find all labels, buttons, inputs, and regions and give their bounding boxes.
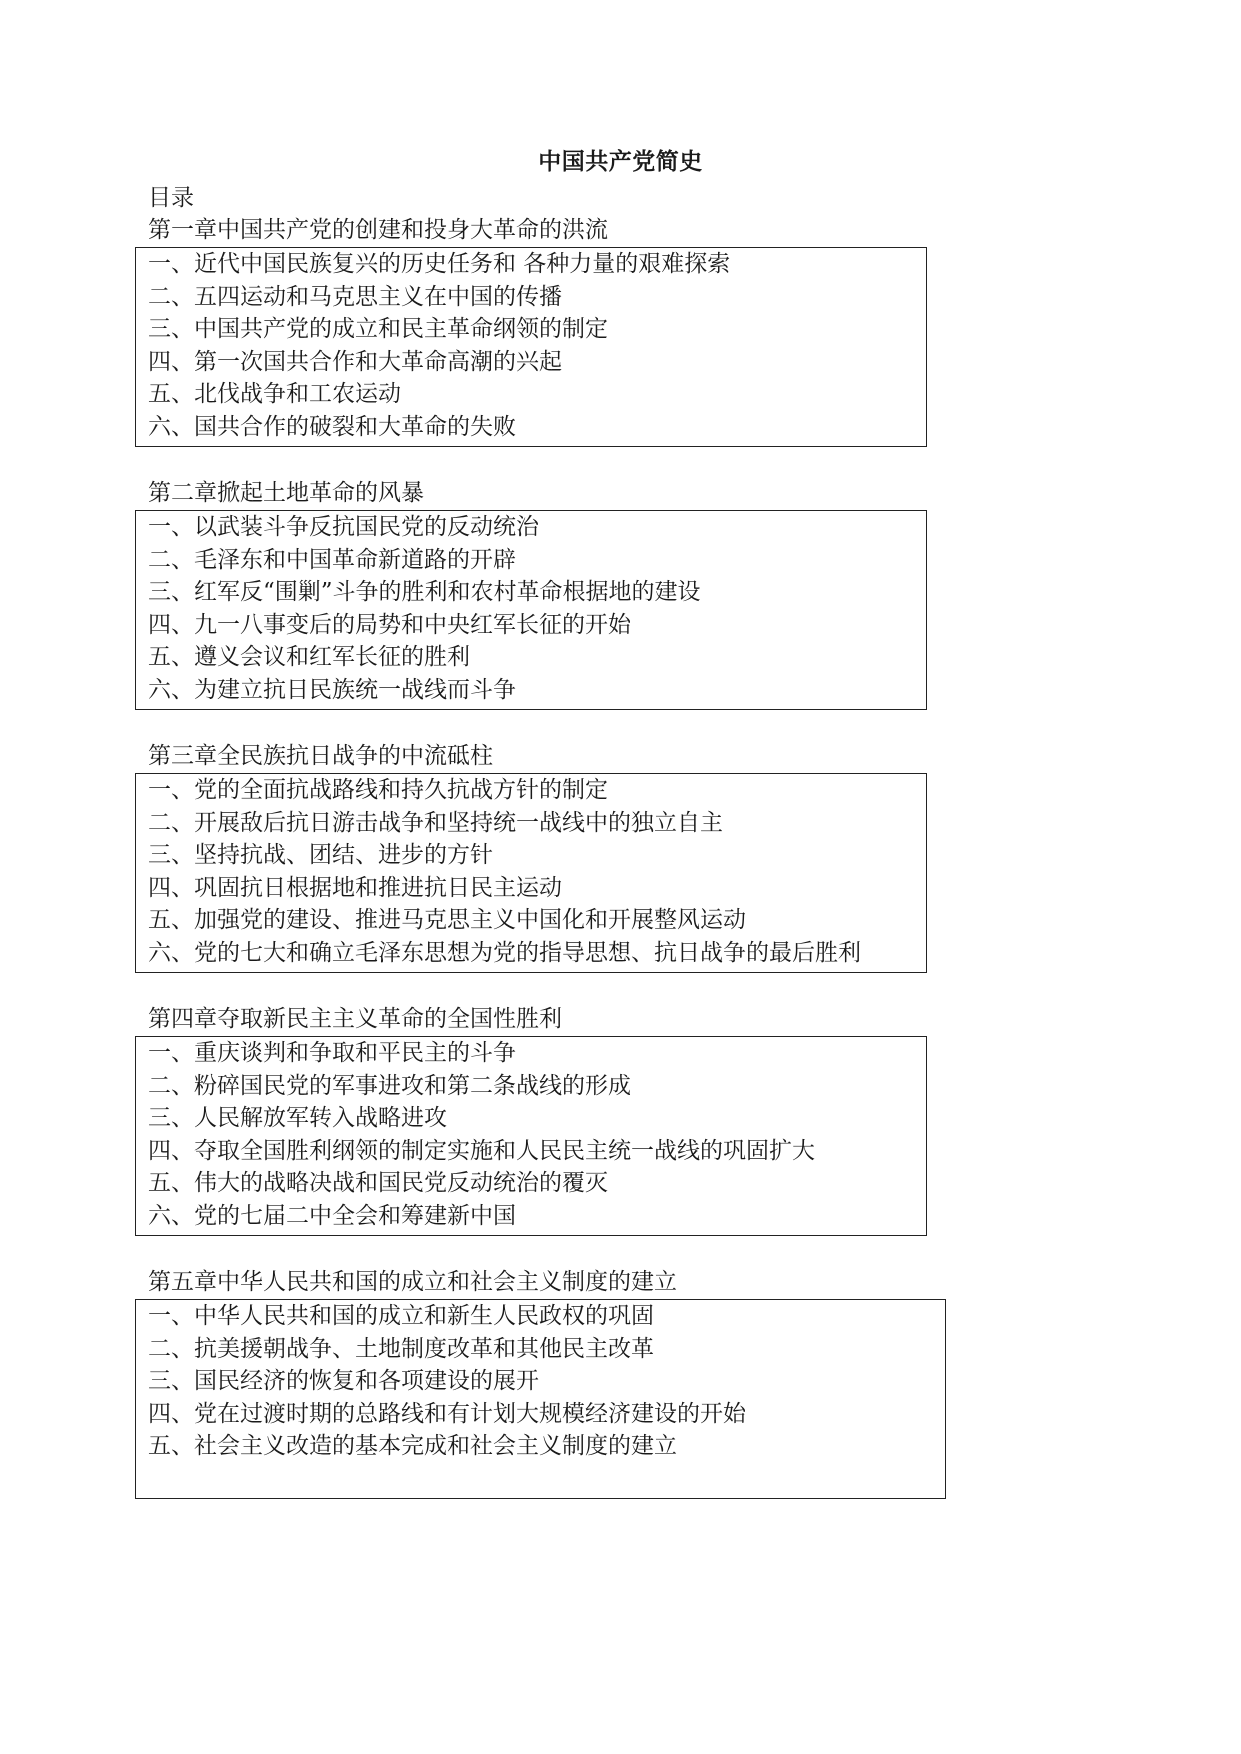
chapter-2-section-4: 四、九一八事变后的局势和中央红军长征的开始 bbox=[148, 611, 631, 638]
chapter-4-title: 第四章夺取新民主主义革命的全国性胜利 bbox=[148, 1006, 562, 1032]
chapter-3-section-6: 六、党的七大和确立毛泽东思想为党的指导思想、抗日战争的最后胜利 bbox=[148, 939, 861, 966]
chapter-3-section-box bbox=[135, 773, 927, 973]
chapter-2-section-1: 一、以武装斗争反抗国民党的反动统治 bbox=[148, 514, 539, 540]
chapter-5 bbox=[135, 1266, 946, 1499]
chapter-4 bbox=[135, 1003, 927, 1236]
chapter-1 bbox=[135, 214, 927, 447]
chapter-1-title: 第一章中国共产党的创建和投身大革命的洪流 bbox=[148, 217, 608, 243]
chapter-1-section-5: 五、北伐战争和工农运动 bbox=[148, 381, 401, 407]
chapter-2 bbox=[135, 477, 927, 710]
chapter-3-section-5: 五、加强党的建设、推进马克思主义中国化和开展整风运动 bbox=[148, 907, 746, 933]
chapter-1-section-box bbox=[135, 247, 927, 447]
chapter-3-title: 第三章全民族抗日战争的中流砥柱 bbox=[148, 743, 493, 769]
chapter-4-section-6: 六、党的七届二中全会和筹建新中国 bbox=[148, 1202, 516, 1229]
chapter-4-section-2: 二、粉碎国民党的军事进攻和第二条战线的形成 bbox=[148, 1072, 631, 1099]
chapter-4-section-3: 三、人民解放军转入战略进攻 bbox=[148, 1105, 447, 1131]
chapter-2-section-3: 三、红军反“围剿”斗争的胜利和农村革命根据地的建设 bbox=[148, 579, 701, 605]
chapter-2-title: 第二章掀起土地革命的风暴 bbox=[148, 480, 424, 506]
chapter-5-section-4: 四、党在过渡时期的总路线和有计划大规模经济建设的开始 bbox=[148, 1400, 746, 1427]
chapter-3 bbox=[135, 740, 927, 973]
chapter-5-section-3: 三、国民经济的恢复和各项建设的展开 bbox=[148, 1368, 539, 1394]
document-title: 中国共产党简史 bbox=[538, 148, 703, 175]
chapter-5-section-2: 二、抗美援朝战争、土地制度改革和其他民主改革 bbox=[148, 1335, 654, 1362]
chapter-3-section-2: 二、开展敌后抗日游击战争和坚持统一战线中的独立自主 bbox=[148, 809, 723, 836]
chapter-2-section-6: 六、为建立抗日民族统一战线而斗争 bbox=[148, 676, 516, 703]
chapter-1-section-3: 三、中国共产党的成立和民主革命纲领的制定 bbox=[148, 316, 608, 342]
chapter-5-title: 第五章中华人民共和国的成立和社会主义制度的建立 bbox=[148, 1269, 677, 1295]
chapter-3-section-1: 一、党的全面抗战路线和持久抗战方针的制定 bbox=[148, 777, 608, 803]
chapter-2-section-5: 五、遵义会议和红军长征的胜利 bbox=[148, 644, 470, 670]
chapter-4-section-5: 五、伟大的战略决战和国民党反动统治的覆灭 bbox=[148, 1170, 608, 1196]
chapter-3-section-4: 四、巩固抗日根据地和推进抗日民主运动 bbox=[148, 874, 562, 901]
chapter-1-section-2: 二、五四运动和马克思主义在中国的传播 bbox=[148, 283, 562, 310]
chapter-5-section-1: 一、中华人民共和国的成立和新生人民政权的巩固 bbox=[148, 1303, 654, 1329]
chapter-3-section-3: 三、坚持抗战、团结、进步的方针 bbox=[148, 842, 493, 868]
chapter-1-section-4: 四、第一次国共合作和大革命高潮的兴起 bbox=[148, 348, 562, 375]
chapter-2-section-box bbox=[135, 510, 927, 710]
chapter-1-section-6: 六、国共合作的破裂和大革命的失败 bbox=[148, 413, 516, 440]
chapter-4-section-box bbox=[135, 1036, 927, 1236]
toc-heading: 目录 bbox=[148, 185, 194, 211]
chapter-4-section-1: 一、重庆谈判和争取和平民主的斗争 bbox=[148, 1040, 516, 1066]
chapter-1-section-1: 一、近代中国民族复兴的历史任务和 各种力量的艰难探索 bbox=[148, 251, 731, 277]
chapter-5-section-box bbox=[135, 1299, 946, 1499]
chapter-4-section-4: 四、夺取全国胜利纲领的制定实施和人民民主统一战线的巩固扩大 bbox=[148, 1137, 815, 1164]
chapter-2-section-2: 二、毛泽东和中国革命新道路的开辟 bbox=[148, 546, 516, 573]
chapter-5-section-5: 五、社会主义改造的基本完成和社会主义制度的建立 bbox=[148, 1433, 677, 1459]
